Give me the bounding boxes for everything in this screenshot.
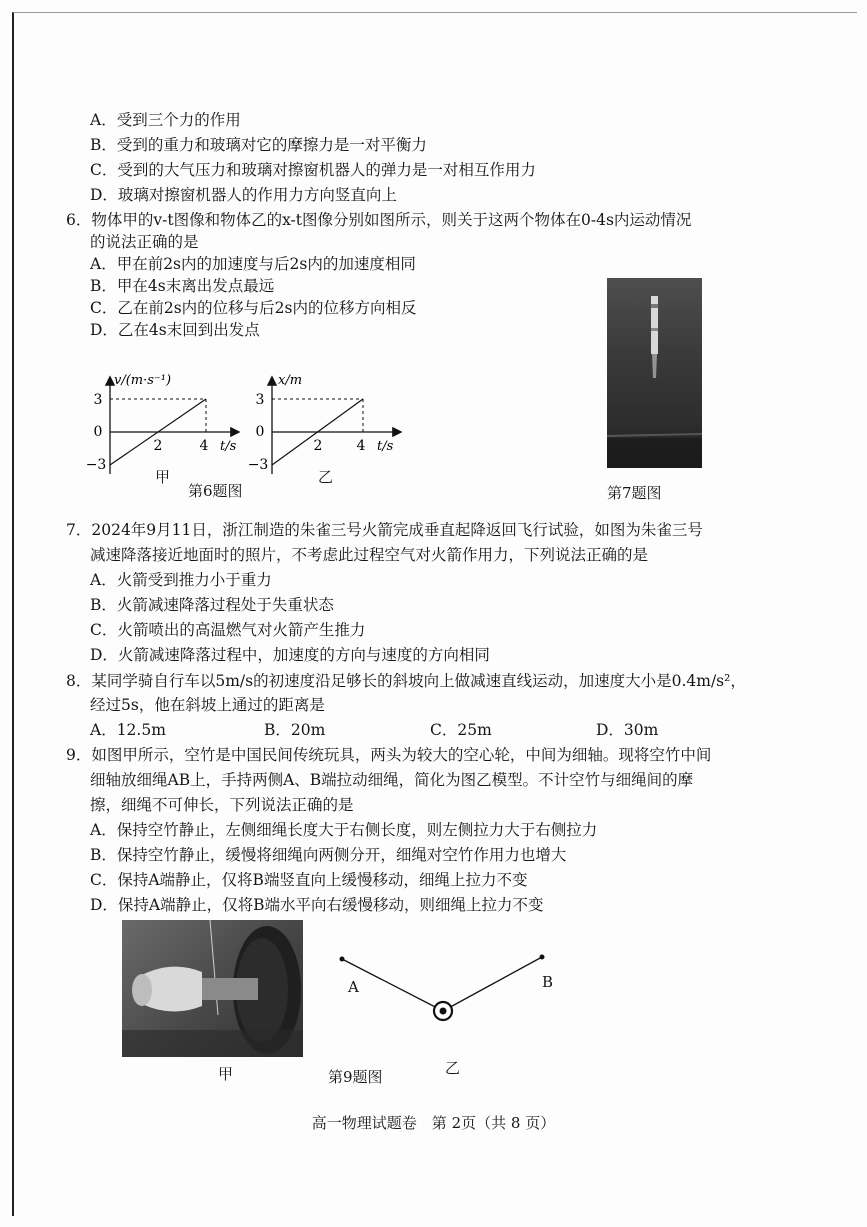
q7-figure-caption: 第7题图: [607, 484, 662, 502]
jia-graph-name: 甲: [155, 468, 171, 486]
end-a-point: [340, 957, 345, 962]
q5-option-b: B．受到的重力和玻璃对它的摩擦力是一对平衡力: [90, 136, 427, 154]
q9-option-b: B．保持空竹静止，缓慢将细绳向两侧分开，细绳对空竹作用力也增大: [90, 846, 567, 864]
q9-rope-diagram: [330, 945, 560, 1035]
diabolo-photo: [122, 920, 303, 1057]
jia-tick-y-3: 3: [93, 392, 103, 408]
yi-tick-y-neg3: −3: [247, 457, 269, 473]
jia-tick-x-4: 4: [199, 438, 209, 454]
q8-option-c: C．25m: [430, 721, 492, 739]
q8-option-a: A．12.5m: [90, 721, 166, 739]
q6-figure-caption: 第6题图: [188, 482, 243, 500]
rocket-photo: [607, 278, 702, 468]
q7-option-d: D．火箭减速降落过程中，加速度的方向与速度的方向相同: [90, 646, 490, 664]
diabolo-axle: [440, 1008, 447, 1015]
q7-option-c: C．火箭喷出的高温燃气对火箭产生推力: [90, 621, 366, 639]
yi-tick-x-4: 4: [356, 438, 366, 454]
label-a: A: [348, 978, 359, 996]
q9-figure-caption: 第9题图: [328, 1068, 383, 1086]
q8-options: [0, 720, 867, 740]
q7-stem-line2: 减速降落接近地面时的照片，不考虑此过程空气对火箭作用力，下列说法正确的是: [90, 546, 649, 564]
jia-ylabel: v/(m·s⁻¹): [114, 373, 172, 388]
q9-stem-line3: 擦，细绳不可伸长，下列说法正确的是: [90, 796, 354, 814]
q7-option-b: B．火箭减速降落过程处于失重状态: [90, 596, 334, 614]
q7-option-a: A．火箭受到推力小于重力: [90, 571, 272, 589]
q9-stem-line2: 细轴放细绳AB上，手持两侧A、B端拉动细绳，简化为图乙模型。不计空竹与细绳间的摩: [90, 771, 694, 789]
q8-stem-line2: 经过5s，他在斜坡上通过的距离是: [90, 696, 325, 714]
q9-stem-line1: 9．如图甲所示，空竹是中国民间传统玩具，两头为较大的空心轮，中间为细轴。现将空竹中间: [66, 746, 712, 764]
diabolo-icon: [122, 920, 303, 1057]
q6-option-c: C．乙在前2s内的位移与后2s内的位移方向相反: [90, 299, 417, 317]
q8-option-d: D．30m: [596, 721, 659, 739]
jia-tick-y-neg3: −3: [85, 457, 107, 473]
q7-stem-line1: 7．2024年9月11日，浙江制造的朱雀三号火箭完成垂直起降返回飞行试验，如图为朱雀三号: [66, 521, 703, 539]
q5-option-a: A．受到三个力的作用: [90, 111, 241, 129]
q9-option-c: C．保持A端静止，仅将B端竖直向上缓慢移动，细绳上拉力不变: [90, 871, 528, 889]
yi-ylabel: x/m: [278, 373, 303, 388]
jia-xlabel: t/s: [220, 439, 237, 454]
q6-option-b: B．甲在4s末离出发点最远: [90, 277, 275, 295]
q9-yi-label: 乙: [445, 1059, 461, 1077]
end-b-point: [540, 955, 545, 960]
yi-tick-y-0: 0: [255, 424, 265, 440]
yi-tick-x-2: 2: [313, 438, 323, 454]
label-b: B: [542, 973, 554, 991]
jia-tick-x-2: 2: [153, 438, 163, 454]
q5-option-c: C．受到的大气压力和玻璃对擦窗机器人的弹力是一对相互作用力: [90, 161, 536, 179]
q8-option-b: B．20m: [264, 721, 326, 739]
q6-option-a: A．甲在前2s内的加速度与后2s内的加速度相同: [90, 255, 416, 273]
yi-graph-name: 乙: [318, 468, 334, 486]
rope-right: [443, 957, 542, 1011]
jia-tick-y-0: 0: [93, 424, 103, 440]
q9-option-a: A．保持空竹静止，左侧细绳长度大于右侧长度，则左侧拉力大于右侧拉力: [90, 821, 598, 839]
page-footer: 高一物理试题卷 第 2页（共 8 页）: [311, 1114, 556, 1132]
q6-stem-line2: 的说法正确的是: [90, 233, 199, 251]
q9-jia-label: 甲: [218, 1065, 234, 1083]
q8-stem-line1: 8．某同学骑自行车以5m/s的初速度沿足够长的斜坡向上做减速直线运动，加速度大小是0.4m/s²，: [66, 672, 746, 690]
q9-option-d: D．保持A端静止，仅将B端水平向右缓慢移动，则细绳上拉力不变: [90, 896, 544, 914]
rocket-icon: [607, 278, 702, 468]
yi-xlabel: t/s: [377, 439, 394, 454]
q6-option-d: D．乙在4s末回到出发点: [90, 321, 260, 339]
q5-option-d: D．玻璃对擦窗机器人的作用力方向竖直向上: [90, 186, 397, 204]
yi-tick-y-3: 3: [255, 392, 265, 408]
q6-stem-line1: 6．物体甲的v-t图像和物体乙的x-t图像分别如图所示，则关于这两个物体在0-4s内运动情况: [66, 211, 692, 229]
